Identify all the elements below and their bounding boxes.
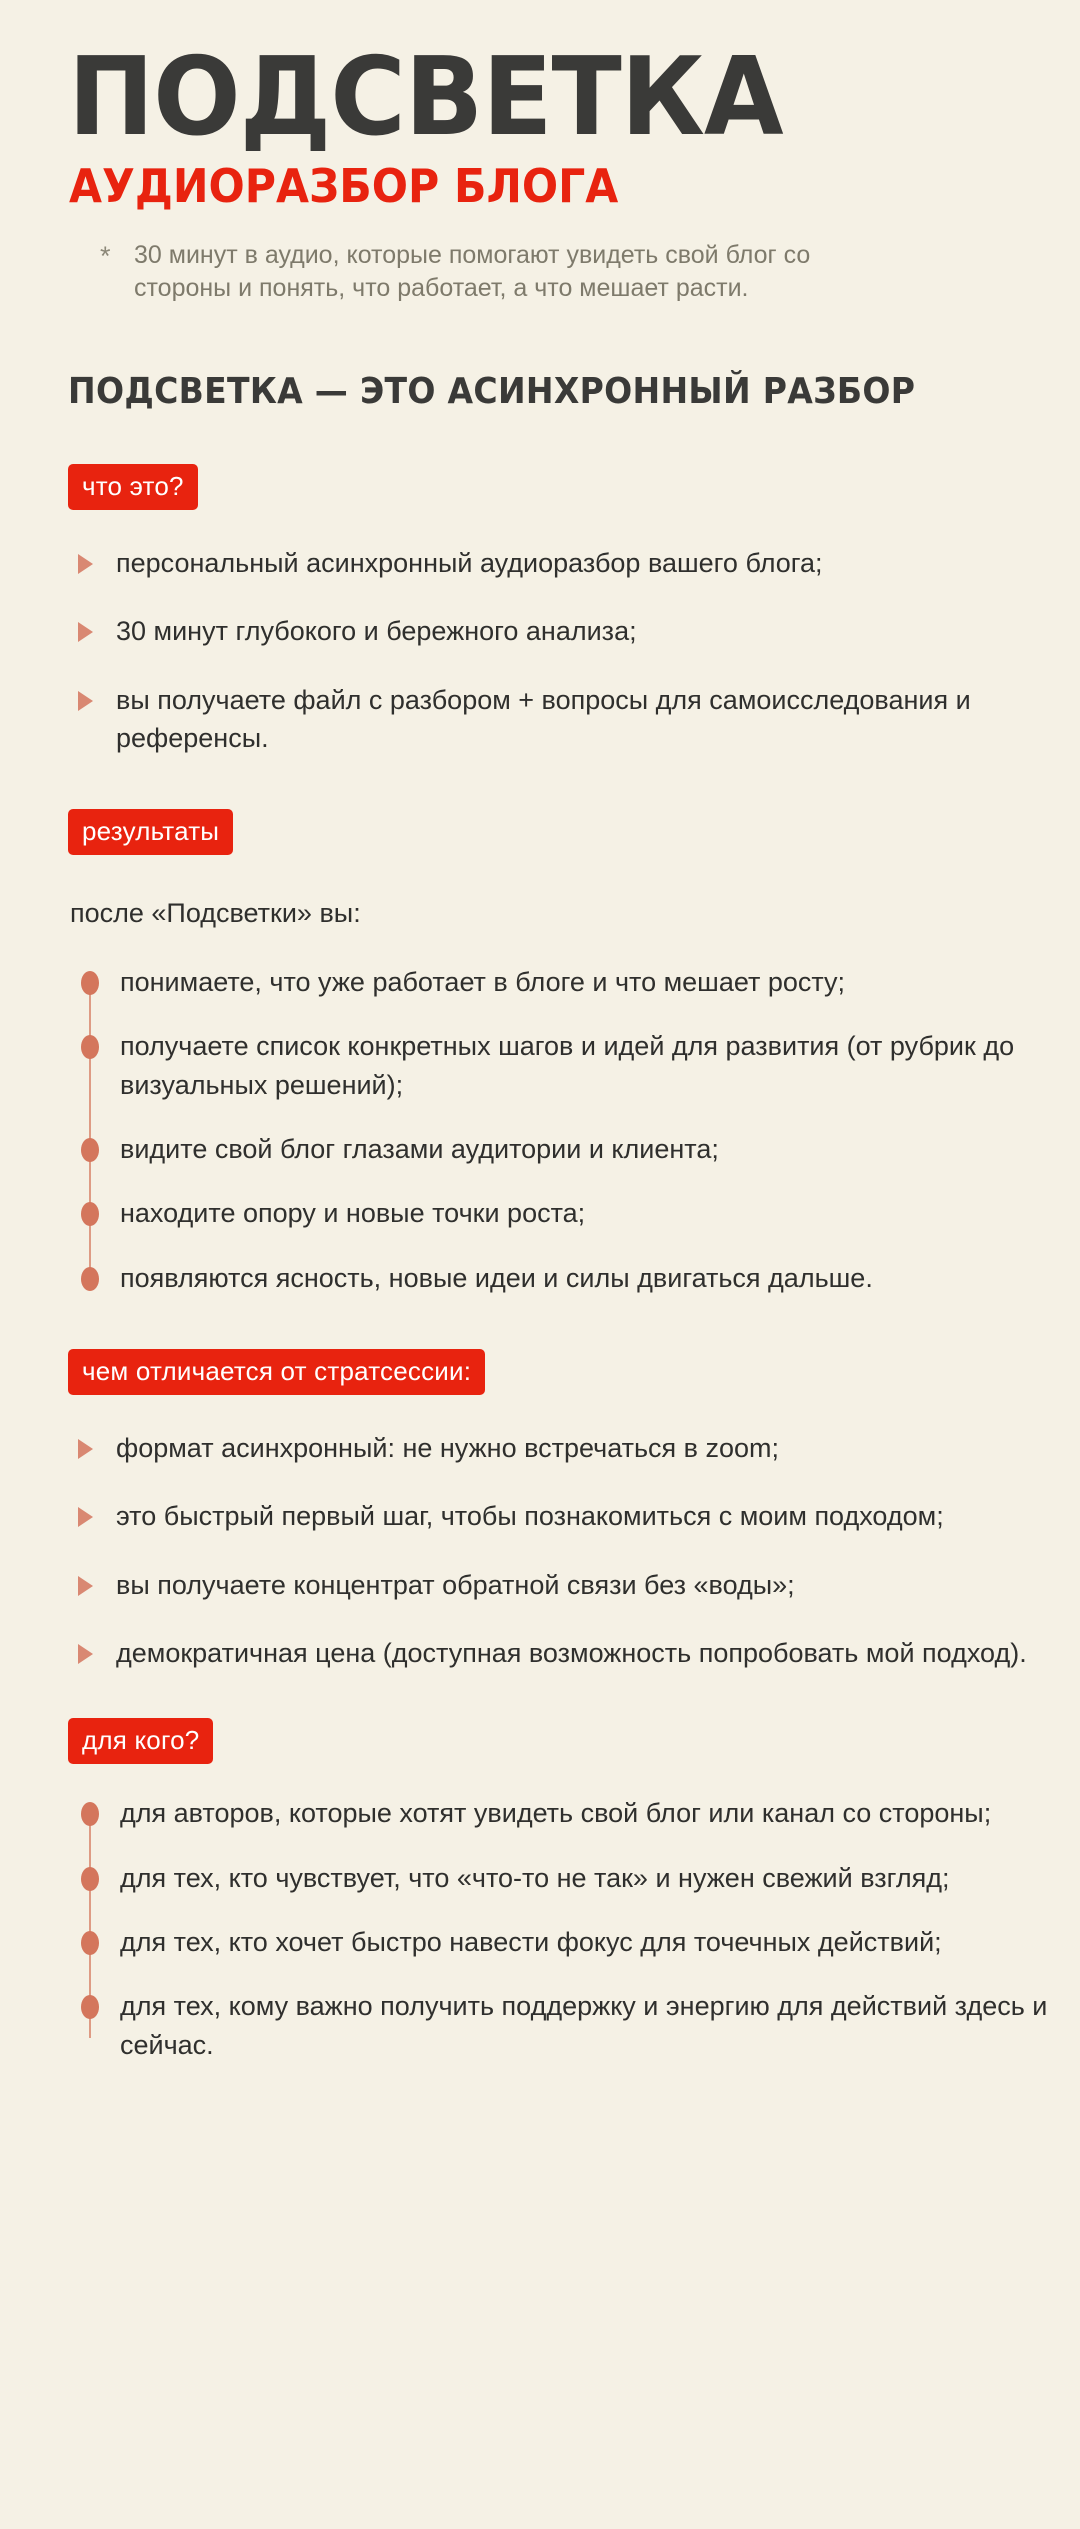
dot-bullet-icon <box>81 1931 99 1955</box>
section-for-whom <box>68 1718 1080 2064</box>
triangle-bullet-icon <box>78 1644 93 1664</box>
badge-wrap-results <box>68 809 1080 855</box>
list-item-text: вы получаете файл с разбором + вопросы для самоисследования и референсы. <box>116 684 971 753</box>
list-item <box>68 1859 1080 1897</box>
list-item <box>68 1429 1080 1467</box>
list-item <box>68 1497 1080 1535</box>
list-item-text: для тех, кто хочет быстро навести фокус для точечных действий; <box>120 1926 942 1957</box>
list-item-text: находите опору и новые точки роста; <box>120 1198 586 1229</box>
badge-wrap-for-whom <box>68 1718 1080 1764</box>
section-what-is-it <box>68 464 1080 757</box>
section-difference <box>68 1349 1080 1672</box>
list-for-whom <box>68 1794 1080 2064</box>
triangle-bullet-icon <box>78 1576 93 1596</box>
list-item-text: 30 минут глубокого и бережного анализа; <box>116 616 637 647</box>
list-item-text: для авторов, которые хотят увидеть свой блог или канал со стороны; <box>120 1798 992 1829</box>
list-item-text: формат асинхронный: не нужно встречаться в zoom; <box>116 1432 780 1463</box>
triangle-bullet-icon <box>78 554 93 574</box>
list-item <box>68 681 1080 758</box>
list-item-text: для тех, кому важно получить поддержку и энергию для действий здесь и сейчас. <box>120 1991 1048 2060</box>
list-item-text: демократичная цена (доступная возможность попробовать мой подход). <box>116 1637 1027 1668</box>
triangle-bullet-icon <box>78 1507 93 1527</box>
dot-bullet-icon <box>81 1267 99 1291</box>
triangle-bullet-icon <box>78 691 93 711</box>
status-badge-for-whom: для кого? <box>68 1718 213 1764</box>
list-item-text: персональный асинхронный аудиоразбор вашего блога; <box>116 547 823 578</box>
list-item <box>68 544 1080 582</box>
triangle-bullet-icon <box>78 1439 93 1459</box>
list-item-text: появляются ясность, новые идеи и силы двигаться дальше. <box>120 1262 873 1293</box>
list-item <box>68 1566 1080 1604</box>
dot-bullet-icon <box>81 1202 99 1226</box>
dot-bullet-icon <box>81 971 99 995</box>
list-item-text: видите свой блог глазами аудитории и клиента; <box>120 1133 719 1164</box>
section-results <box>68 809 1080 1297</box>
status-badge-results: результаты <box>68 809 233 855</box>
list-item <box>68 1259 1080 1297</box>
list-item <box>68 1923 1080 1961</box>
list-item <box>68 1194 1080 1232</box>
list-item-text: вы получаете концентрат обратной связи без «воды»; <box>116 1569 795 1600</box>
list-item-text: понимаете, что уже работает в блоге и что мешает росту; <box>120 966 846 997</box>
triangle-bullet-icon <box>78 622 93 642</box>
list-item <box>68 1130 1080 1168</box>
poster-header <box>0 0 1080 305</box>
list-what-is-it <box>68 544 1080 757</box>
status-badge-what-is-it: что это? <box>68 464 198 510</box>
results-lead-text: после «Подсветки» вы: <box>70 898 361 929</box>
list-item <box>68 963 1080 1001</box>
list-item <box>68 1794 1080 1832</box>
list-item <box>68 1634 1080 1672</box>
dot-bullet-icon <box>81 1995 99 2019</box>
dot-bullet-icon <box>81 1802 99 1826</box>
list-item-text: это быстрый первый шаг, чтобы познакомиться с моим подходом; <box>116 1501 944 1532</box>
list-item <box>68 1027 1080 1104</box>
list-item-text: для тех, кто чувствует, что «что-то не так» и нужен свежий взгляд; <box>120 1862 950 1893</box>
list-item <box>68 612 1080 650</box>
status-badge-difference: чем отличается от стратсессии: <box>68 1349 485 1395</box>
section-heading: ПОДСВЕТКА — ЭТО АСИНХРОННЫЙ РАЗБОР <box>68 370 916 412</box>
badge-wrap-difference <box>68 1349 1080 1395</box>
list-item-text: получаете список конкретных шагов и идей для развития (от рубрик до визуальных решений); <box>120 1031 1015 1100</box>
dot-bullet-icon <box>81 1035 99 1059</box>
header-note <box>100 239 890 305</box>
list-results <box>68 963 1080 1297</box>
badge-wrap-what-is-it <box>68 464 1080 510</box>
list-difference <box>68 1429 1080 1672</box>
dot-bullet-icon <box>81 1867 99 1891</box>
page-subtitle: АУДИОРАЗБОР БЛОГА <box>69 158 619 213</box>
asterisk-icon: * <box>100 240 111 271</box>
header-note-text: 30 минут в аудио, которые помогают увидеть свой блог со стороны и понять, что работает, а что мешает расти. <box>134 240 811 302</box>
poster-content <box>0 371 1080 2064</box>
list-item <box>68 1987 1080 2064</box>
dot-bullet-icon <box>81 1138 99 1162</box>
page-title: ПОДСВЕТКА <box>68 35 783 160</box>
